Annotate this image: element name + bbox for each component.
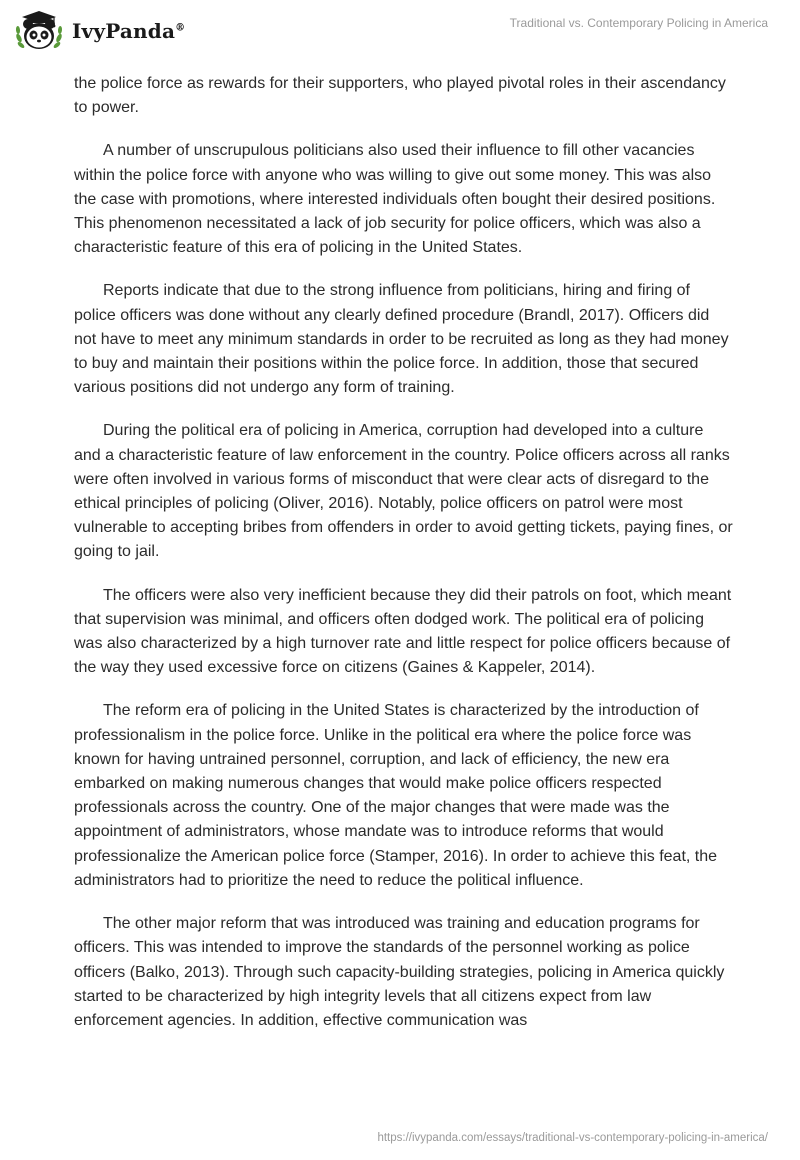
paragraph: The other major reform that was introduced was training and education programs for officers. This was intended to improve the standards of the personnel working as police officers (Balko, 2013). Through such capacity-building strategies, policing in America quickly started to be characterized by high integrity levels that all citizens expect from law enforcement agencies. In addition, effective communication was xyxy=(74,915,725,1029)
page-header xyxy=(0,0,800,70)
paragraph: A number of unscrupulous politicians also used their influence to fill other vacancies within the police force with anyone who was willing to give out some money. This was also the case with promotions, where interested individuals often bought their desired positions. This phenomenon necessitated a lack of job security for police officers, which was also a characteristic feature of this era of policing in the United States. xyxy=(74,142,716,257)
essay-body xyxy=(74,72,734,1052)
brand-text: IvyPanda xyxy=(72,19,176,43)
paragraph: the police force as rewards for their supporters, who played pivotal roles in their ascendancy to power. xyxy=(74,75,726,117)
paragraph: Reports indicate that due to the strong influence from politicians, hiring and firing of police officers was done without any clearly defined procedure (Brandl, 2017). Officers did not have to meet any minimum standards in order to be recruited as long as they had money to buy and maintain their positions within the police force. In addition, those that secured various positions did not undergo any form of training. xyxy=(74,282,729,397)
registered-mark: ® xyxy=(175,22,186,34)
document-title: Traditional vs. Contemporary Policing in America xyxy=(509,16,768,30)
source-url-link[interactable]: https://ivypanda.com/essays/traditional-vs-contemporary-policing-in-america/ xyxy=(377,1132,768,1144)
paragraph: During the political era of policing in America, corruption had developed into a culture and a characteristic feature of law enforcement in the country. Police officers across all ranks were often involved in various forms of misconduct that were clear acts of disregard to the ethical principles of policing (Oliver, 2016). Notably, police officers on patrol were most vulnerable to accepting bribes from offenders in order to avoid getting tickets, paying fines, or going to jail. xyxy=(74,422,733,561)
paragraph: The reform era of policing in the United States is characterized by the introduction of professionalism in the police force. Unlike in the political era where the police force was known for having untrained personnel, corruption, and lack of efficiency, the new era embarked on making numerous changes that would make police officers respected professionals across the country. One of the major changes that were made was the appointment of administrators, whose mandate was to introduce reforms that would professionalize the American police force (Stamper, 2016). In order to achieve this feat, the administrators had to prioritize the need to reduce the political influence. xyxy=(74,702,718,889)
ivypanda-logo[interactable] xyxy=(14,8,185,54)
paragraph: The officers were also very inefficient because they did their patrols on foot, which meant that supervision was minimal, and officers often dodged work. The political era of policing was also characterized by a high turnover rate and little respect for police officers because of the way they used excessive force on citizens (Gaines & Kappeler, 2014). xyxy=(74,586,732,677)
brand-name xyxy=(72,19,185,43)
panda-graduate-icon xyxy=(14,8,64,54)
